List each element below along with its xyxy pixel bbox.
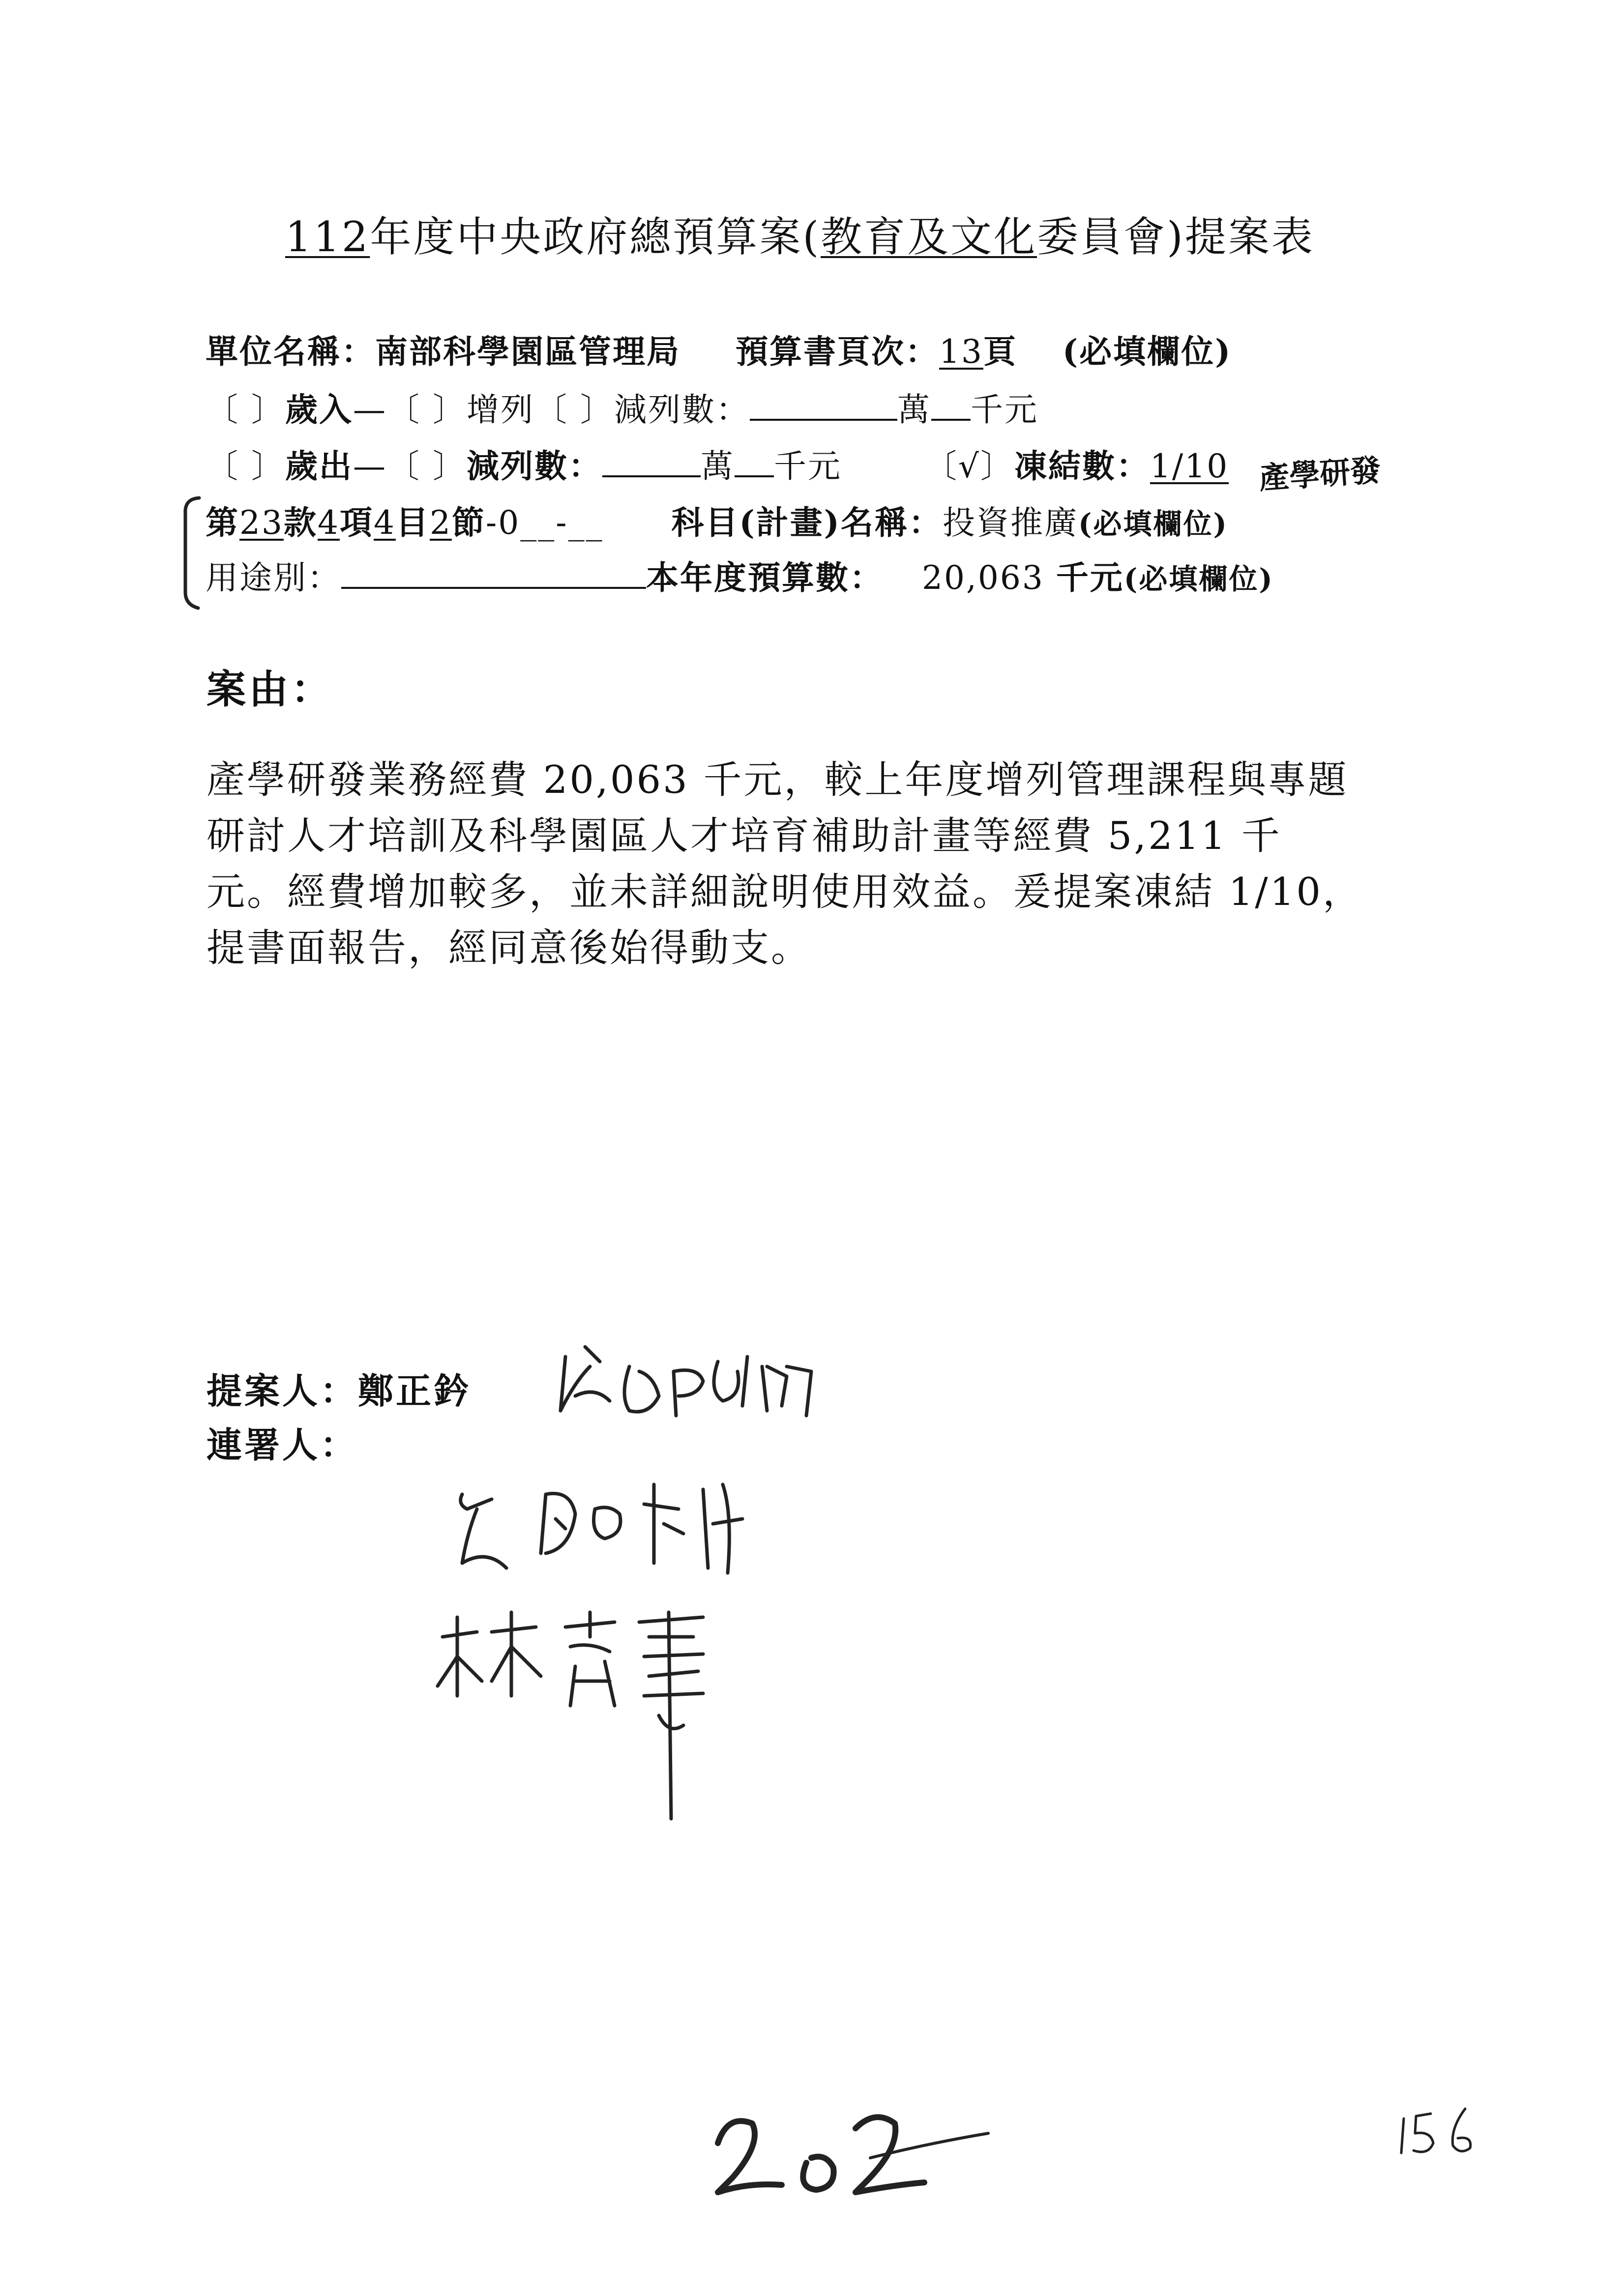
cosigner-signature-2 [428, 1607, 782, 1833]
income-wan: 萬 [897, 391, 931, 429]
item-xiang-no: 4 [317, 504, 340, 542]
income-qian: 千元 [970, 391, 1038, 429]
proposer-row [207, 1363, 472, 1414]
income-wan-blank [750, 415, 897, 421]
reason-line-2: 研討人才培訓及科學園區人才培育補助計畫等經費 5,211 千 [207, 814, 1282, 858]
budget-value: 20,063 [921, 559, 1044, 597]
expense-qian-blank [735, 471, 774, 477]
expense-decrease-checkbox: 〔 〕 [386, 447, 467, 485]
item-mu-no: 4 [373, 504, 396, 542]
reason-heading: 案由： [207, 666, 333, 712]
income-row [206, 383, 1038, 430]
subject-required-note: (必填欄位) [1078, 507, 1228, 541]
item-code: -0__-__ [485, 504, 604, 542]
page-unit: 頁 [983, 332, 1017, 371]
freeze-label: 凍結數： [1014, 447, 1150, 485]
income-decrease-checkbox: 〔 〕 [534, 391, 614, 429]
income-checkbox: 〔 〕 [206, 391, 285, 429]
cosigner-signature-1 [447, 1475, 782, 1583]
required-note: (必填欄位) [1062, 332, 1232, 371]
reason-line-1: 產學研發業務經費 20,063 千元，較上年度增列管理課程與專題 [207, 758, 1349, 802]
item-kuan: 款 [283, 503, 318, 542]
page-number-handwritten [708, 2099, 1003, 2207]
expense-decrease-label: 減列數： [466, 447, 602, 485]
title-mid: 年度中央政府總預算案( [370, 213, 821, 261]
expense-wan: 萬 [700, 447, 735, 485]
budget-required-note: (必填欄位) [1123, 562, 1274, 596]
budget-row [206, 552, 1274, 598]
item-kuan-no: 23 [239, 504, 284, 542]
income-label: 歲入 [285, 390, 353, 429]
freeze-handwritten-note: 產學研發 [1258, 452, 1382, 496]
item-jie-no: 2 [429, 504, 452, 542]
use-blank [341, 583, 646, 589]
expense-row [206, 440, 1229, 487]
unit-label: 單位名稱： [206, 332, 375, 371]
income-dash: — [353, 391, 387, 429]
item-jie: 節 [451, 503, 486, 542]
use-label: 用途別： [206, 559, 341, 597]
income-increase-checkbox: 〔 〕 [386, 391, 467, 429]
expense-dash: — [353, 447, 387, 485]
title-committee: 教育及文化 [821, 213, 1037, 261]
cosigner-label: 連署人： [207, 1424, 358, 1466]
bracket-mark [179, 494, 209, 612]
expense-checkbox: 〔 〕 [206, 447, 285, 485]
freeze-value: 1/10 [1150, 447, 1229, 485]
page-title [285, 204, 1315, 263]
expense-label: 歲出 [285, 447, 353, 485]
unit-value: 南部科學園區管理局 [375, 332, 680, 371]
reason-paragraph [207, 752, 1450, 976]
budget-label: 本年度預算數： [646, 558, 884, 597]
income-decrease-label: 減列數： [614, 391, 750, 429]
expense-qian: 千元 [773, 447, 842, 485]
income-qian-blank [931, 415, 971, 421]
title-year: 112 [285, 213, 370, 261]
corner-number-handwritten [1396, 2104, 1490, 2163]
item-row [206, 496, 1228, 543]
item-mu: 目 [395, 503, 430, 542]
reason-line-4: 提書面報告，經同意後始得動支。 [207, 926, 812, 970]
item-di: 第 [206, 503, 239, 542]
proposer-label: 提案人： [207, 1370, 358, 1412]
subject-label: 科目(計畫)名稱： [671, 503, 943, 542]
subject-value: 投資推廣 [943, 504, 1079, 542]
expense-wan-blank [602, 471, 701, 477]
page-value: 13 [939, 333, 983, 371]
income-increase-label: 增列 [466, 391, 534, 429]
proposer-signature [556, 1337, 831, 1425]
proposer-name: 鄭正鈐 [358, 1370, 472, 1412]
unit-row [206, 325, 1232, 372]
page-label: 預算書頁次： [735, 332, 939, 371]
item-xiang: 項 [339, 503, 374, 542]
reason-line-3: 元。經費增加較多，並未詳細說明使用效益。爰提案凍結 1/10， [207, 870, 1363, 914]
freeze-checkbox: 〔√〕 [924, 447, 1014, 485]
title-end: 委員會)提案表 [1037, 213, 1315, 261]
budget-unit: 千元 [1056, 558, 1124, 597]
